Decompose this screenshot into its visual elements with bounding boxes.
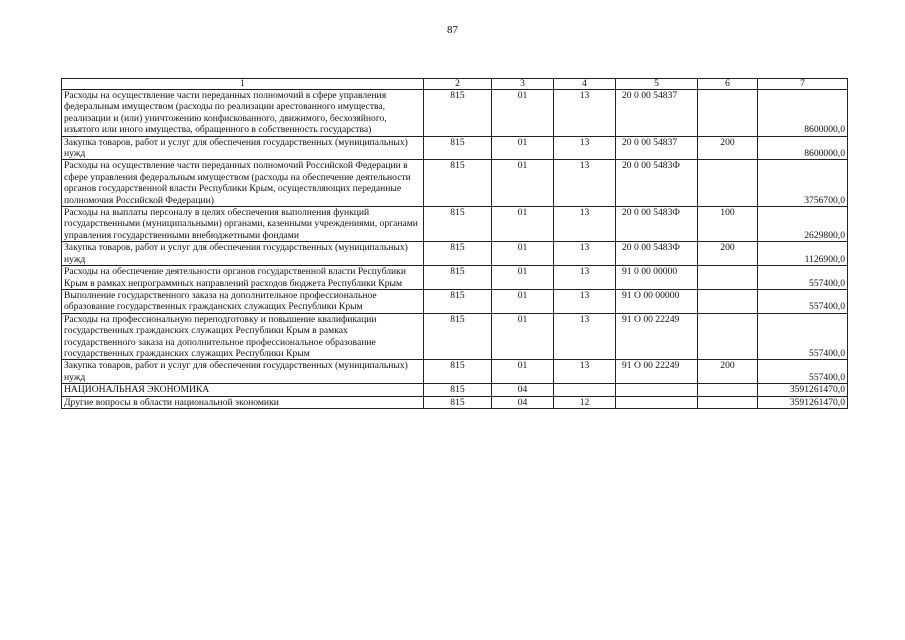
cell-amount: 557400,0: [758, 360, 848, 384]
cell-amount: 557400,0: [758, 289, 848, 313]
table-row: [62, 242, 848, 266]
column-header: 4: [554, 79, 616, 90]
table-row: [62, 136, 848, 160]
cell-name: Расходы на осуществление части переданных полномочий в сфере управления федеральным имуществом (расходы по реализации арестованного имущества, реализации и (или) уничтожению конфискованного, движимого, бесхозяйного, изъятого или иного имущества, обращенного в собственность государства): [62, 90, 424, 137]
column-header: 1: [62, 79, 424, 90]
cell-amount: 2629800,0: [758, 207, 848, 242]
cell-amount: 1126900,0: [758, 242, 848, 266]
cell-name: Закупка товаров, работ и услуг для обеспечения государственных (муниципальных) нужд: [62, 136, 424, 160]
cell-expense-type: [698, 90, 758, 137]
cell-name: Другие вопросы в области национальной экономики: [62, 396, 424, 408]
cell-subsection: 13: [554, 90, 616, 137]
cell-section: 01: [492, 289, 554, 313]
cell-expense-type: 200: [698, 136, 758, 160]
cell-ministry: 815: [424, 384, 492, 396]
cell-ministry: 815: [424, 313, 492, 360]
cell-subsection: 13: [554, 360, 616, 384]
column-header: 6: [698, 79, 758, 90]
page-number: 87: [447, 24, 458, 36]
cell-ministry: 815: [424, 289, 492, 313]
cell-expense-type: [698, 384, 758, 396]
cell-ministry: 815: [424, 396, 492, 408]
table-row: [62, 289, 848, 313]
cell-amount: 3591261470,0: [758, 384, 848, 396]
cell-ministry: 815: [424, 266, 492, 290]
cell-section: 01: [492, 136, 554, 160]
cell-subsection: 13: [554, 207, 616, 242]
cell-ministry: 815: [424, 360, 492, 384]
cell-subsection: 13: [554, 266, 616, 290]
cell-section: 01: [492, 207, 554, 242]
cell-expense-type: 100: [698, 207, 758, 242]
column-header: 7: [758, 79, 848, 90]
cell-ministry: 815: [424, 160, 492, 207]
cell-amount: 557400,0: [758, 313, 848, 360]
cell-target-article: 91 О 00 22249: [616, 360, 698, 384]
cell-ministry: 815: [424, 207, 492, 242]
table-row: [62, 360, 848, 384]
table-row: [62, 384, 848, 396]
cell-amount: 3591261470,0: [758, 396, 848, 408]
column-header: 2: [424, 79, 492, 90]
cell-expense-type: [698, 266, 758, 290]
cell-section: 01: [492, 90, 554, 137]
cell-target-article: 20 0 00 5483Ф: [616, 207, 698, 242]
header-row: [62, 79, 848, 90]
cell-name: Выполнение государственного заказа на дополнительное профессиональное образование государственных гражданских служащих Республики Крым: [62, 289, 424, 313]
cell-amount: 8600000,0: [758, 136, 848, 160]
table-row: [62, 160, 848, 207]
cell-expense-type: [698, 160, 758, 207]
cell-subsection: 12: [554, 396, 616, 408]
cell-expense-type: [698, 396, 758, 408]
cell-section: 04: [492, 384, 554, 396]
cell-amount: 8600000,0: [758, 90, 848, 137]
cell-target-article: 91 О 00 00000: [616, 289, 698, 313]
column-header: 3: [492, 79, 554, 90]
cell-amount: 557400,0: [758, 266, 848, 290]
cell-name: Расходы на выплаты персоналу в целях обеспечения выполнения функций государственными (муниципальными) органами, казенными учреждениями, органами управления государственными внебюджетными фондами: [62, 207, 424, 242]
cell-amount: 3756700,0: [758, 160, 848, 207]
cell-ministry: 815: [424, 90, 492, 137]
cell-target-article: 20 0 00 5483Ф: [616, 242, 698, 266]
cell-name: Закупка товаров, работ и услуг для обеспечения государственных (муниципальных) нужд: [62, 360, 424, 384]
cell-target-article: 91 О 00 22249: [616, 313, 698, 360]
cell-name: Расходы на профессиональную переподготовку и повышение квалификации государственных гражданских служащих Республики Крым в рамках государственного заказа на дополнительное профессиональное образование государственных гражданских служащих Республики Крым: [62, 313, 424, 360]
cell-ministry: 815: [424, 242, 492, 266]
table-row: [62, 266, 848, 290]
cell-subsection: 13: [554, 160, 616, 207]
cell-subsection: [554, 384, 616, 396]
budget-table: [61, 78, 848, 409]
cell-target-article: 20 0 00 54837: [616, 136, 698, 160]
cell-expense-type: [698, 313, 758, 360]
cell-subsection: 13: [554, 289, 616, 313]
cell-section: 01: [492, 160, 554, 207]
cell-section: 01: [492, 313, 554, 360]
table-row: [62, 90, 848, 137]
table-row: [62, 207, 848, 242]
cell-name: НАЦИОНАЛЬНАЯ ЭКОНОМИКА: [62, 384, 424, 396]
column-header: 5: [616, 79, 698, 90]
cell-section: 01: [492, 242, 554, 266]
cell-section: 04: [492, 396, 554, 408]
cell-subsection: 13: [554, 242, 616, 266]
cell-target-article: [616, 384, 698, 396]
cell-section: 01: [492, 266, 554, 290]
table-row: [62, 396, 848, 408]
cell-expense-type: 200: [698, 360, 758, 384]
cell-ministry: 815: [424, 136, 492, 160]
cell-expense-type: 200: [698, 242, 758, 266]
cell-name: Закупка товаров, работ и услуг для обеспечения государственных (муниципальных) нужд: [62, 242, 424, 266]
cell-section: 01: [492, 360, 554, 384]
table-row: [62, 313, 848, 360]
cell-name: Расходы на обеспечение деятельности органов государственной власти Республики Крым в рамках непрограммных направлений расходов бюджета Республики Крым: [62, 266, 424, 290]
cell-target-article: 20 0 00 54837: [616, 90, 698, 137]
cell-subsection: 13: [554, 313, 616, 360]
cell-expense-type: [698, 289, 758, 313]
cell-target-article: [616, 396, 698, 408]
cell-target-article: 91 0 00 00000: [616, 266, 698, 290]
cell-subsection: 13: [554, 136, 616, 160]
cell-name: Расходы на осуществление части переданных полномочий Российской Федерации в сфере управления федеральным имуществом (расходы на обеспечение деятельности органов государственной власти Республики Крым, осуществляющих переданные полномочия Российской Федерации): [62, 160, 424, 207]
cell-target-article: 20 0 00 5483Ф: [616, 160, 698, 207]
